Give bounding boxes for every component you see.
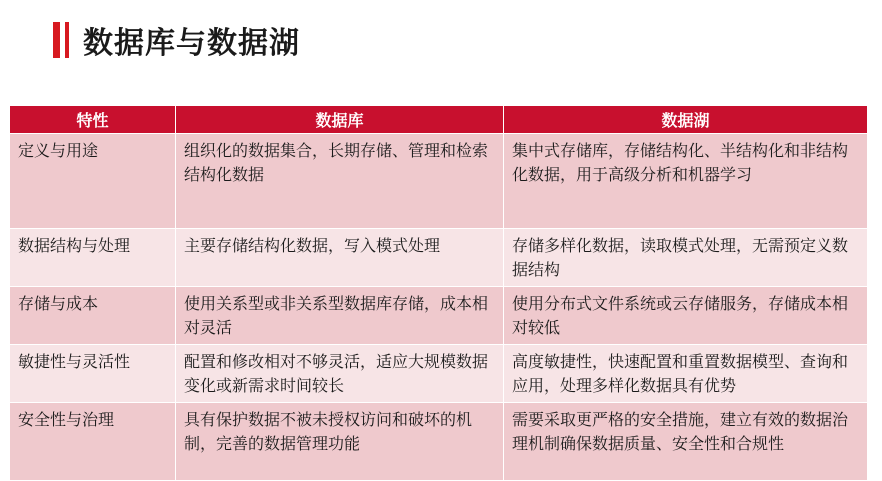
- datalake-cell: 集中式存储库，存储结构化、半结构化和非结构化数据，用于高级分析和机器学习: [504, 134, 868, 229]
- feature-cell: 存储与成本: [10, 287, 176, 345]
- header-datalake: 数据湖: [504, 106, 868, 134]
- database-cell: 组织化的数据集合，长期存储、管理和检索结构化数据: [176, 134, 504, 229]
- title-accent-stripe: [65, 22, 69, 58]
- header-feature: 特性: [10, 106, 176, 134]
- database-cell: 配置和修改相对不够灵活，适应大规模数据变化或新需求时间较长: [176, 345, 504, 403]
- database-cell: 使用关系型或非关系型数据库存储，成本相对灵活: [176, 287, 504, 345]
- database-cell: 主要存储结构化数据，写入模式处理: [176, 229, 504, 287]
- feature-cell: 定义与用途: [10, 134, 176, 229]
- table-row: [10, 287, 868, 345]
- datalake-cell: 需要采取更严格的安全措施，建立有效的数据治理机制确保数据质量、安全性和合规性: [504, 403, 868, 481]
- page-title: 数据库与数据湖: [83, 26, 300, 61]
- header-database: 数据库: [176, 106, 504, 134]
- datalake-cell: 高度敏捷性，快速配置和重置数据模型、查询和应用，处理多样化数据具有优势: [504, 345, 868, 403]
- title-accent-bar: [53, 22, 60, 58]
- feature-cell: 安全性与治理: [10, 403, 176, 481]
- datalake-cell: 存储多样化数据，读取模式处理，无需预定义数据结构: [504, 229, 868, 287]
- comparison-table: [9, 105, 868, 481]
- feature-cell: 敏捷性与灵活性: [10, 345, 176, 403]
- table-header-row: [10, 106, 868, 134]
- slide-header: [53, 18, 300, 62]
- feature-cell: 数据结构与处理: [10, 229, 176, 287]
- datalake-cell: 使用分布式文件系统或云存储服务，存储成本相对较低: [504, 287, 868, 345]
- database-cell: 具有保护数据不被未授权访问和破坏的机制，完善的数据管理功能: [176, 403, 504, 481]
- table-row: [10, 403, 868, 481]
- table-row: [10, 345, 868, 403]
- table-row: [10, 134, 868, 229]
- table-row: [10, 229, 868, 287]
